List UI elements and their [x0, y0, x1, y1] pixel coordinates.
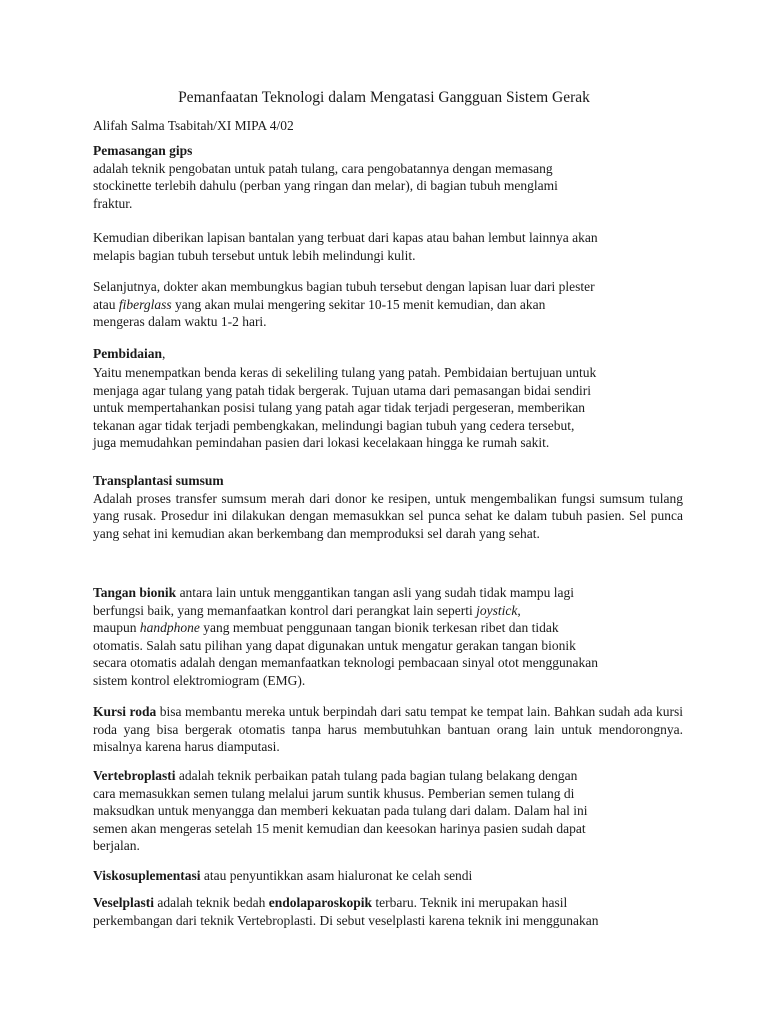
document-title: Pemanfaatan Teknologi dalam Mengatasi Gangguan Sistem Gerak	[178, 89, 590, 106]
text-line: berfungsi baik, yang memanfaatkan kontrol dari perangkat lain seperti	[93, 602, 477, 618]
text-line: stockinette terlebih dahulu (perban yang ringan dan melar), di bagian tubuh menglami	[93, 178, 558, 194]
sumsum-paragraph: Adalah proses transfer sumsum merah dari donor ke resipen, untuk mengembalikan fungsi sumsum tulang yang rusak. Prosedur ini dilakukan dengan memasukkan sel punca sehat ke dalam tubuh pasien. Sel punca yang sehat ini kemudian akan berkembang dan memproduksi sel darah yang sehat.	[93, 490, 683, 541]
section-vertebroplasti	[93, 767, 683, 855]
text-line: secara otomatis adalah dengan memanfaatkan teknologi pembacaan sinyal otot menggunakan	[93, 655, 598, 671]
section-viskosuplementasi	[93, 867, 683, 885]
heading-suffix: ,	[162, 346, 166, 361]
text-line: adalah teknik perbaikan patah tulang pada bagian tulang belakang dengan	[175, 768, 578, 783]
section-veselplasti	[93, 894, 683, 929]
text-line: cara memasukkan semen tulang melalui jarum suntik khusus. Pemberian semen tulang di	[93, 785, 575, 801]
kursi-roda-text: bisa membantu mereka untuk berpindah dari satu tempat ke tempat lain. Bahkan sudah ada kursi roda yang bisa bergerak otomatis tanpa harus membutuhkan bantuan orang lain untuk mendorongnya. misalnya karena harus diamputasi.	[93, 704, 683, 755]
text-line: sistem kontrol elektromiogram (EMG).	[93, 672, 306, 688]
section-pembidaian	[93, 345, 683, 363]
section-heading-sumsum: Transplantasi sumsum	[93, 473, 224, 488]
text-line: fraktur.	[93, 195, 133, 211]
section-kursi-roda	[93, 703, 683, 756]
text-line: atau penyuntikkan asam hialuronat ke celah sendi	[200, 868, 473, 883]
text-line: terbaru. Teknik ini merupakan hasil	[372, 895, 568, 910]
text-line: maksudkan untuk menyangga dan memberi kekuatan pada tulang dari dalam. Dalam hal ini	[93, 803, 588, 819]
author-line: Alifah Salma Tsabitah/XI MIPA 4/02	[93, 118, 294, 133]
text-line: maupun	[93, 620, 140, 636]
term-tangan-bionik: Tangan bionik	[93, 585, 177, 600]
gips-paragraph-1	[93, 160, 683, 213]
term-veselplasti: Veselplasti	[93, 895, 155, 910]
text-line: yang membuat penggunaan tangan bionik terkesan ribet dan tidak	[199, 620, 559, 636]
text-line: Yaitu menempatkan benda keras di sekeliling tulang yang patah. Pembidaian bertujuan untuk	[93, 365, 597, 380]
section-gips	[93, 142, 683, 212]
section-tangan-bionik	[93, 584, 683, 690]
text-line: antara lain untuk menggantikan tangan asli yang sudah tidak mampu lagi	[176, 585, 574, 600]
italic-term-joystick: joystick	[476, 602, 518, 618]
text-line: atau	[93, 296, 119, 312]
gips-paragraph-3	[93, 278, 683, 331]
text-line: tekanan agar tidak terjadi pembengkakan, melindungi bagian tubuh yang cedera tersebut,	[93, 417, 575, 433]
text-line: otomatis. Salah satu pilihan yang dapat digunakan untuk mengatur gerakan tangan bionik	[93, 637, 576, 653]
text-line: mengeras dalam waktu 1-2 hari.	[93, 314, 267, 330]
section-transplantasi-sumsum	[93, 472, 683, 542]
term-vertebroplasti: Vertebroplasti	[93, 768, 176, 783]
text-line: berjalan.	[93, 838, 140, 854]
section-heading-gips: Pemasangan gips	[93, 143, 193, 158]
text-line: untuk mempertahankan posisi tulang yang patah agar tidak terjadi pergeseran, memberikan	[93, 400, 585, 416]
term-endolaparoskopik: endolaparoskopik	[268, 895, 373, 910]
text-line: menjaga agar tulang yang patah tidak bergerak. Tujuan utama dari pemasangan bidai sendiri	[93, 382, 591, 398]
text-line: perkembangan dari teknik Vertebroplasti. Di sebut veselplasti karena teknik ini menggunakan	[93, 912, 599, 928]
text-line: semen akan mengeras setelah 15 menit kemudian dan keesokan harinya pasien sudah dapat	[93, 820, 586, 836]
italic-term-fiberglass: fiberglass	[118, 296, 172, 312]
text-line: Selanjutnya, dokter akan membungkus bagian tubuh tersebut dengan lapisan luar dari plester	[93, 279, 595, 294]
term-viskosuplementasi: Viskosuplementasi	[93, 868, 201, 883]
text-line: juga memudahkan pemindahan pasien dari lokasi kecelakaan hingga ke rumah sakit.	[93, 435, 550, 451]
punctuation: ,	[517, 602, 521, 618]
section-heading-pembidaian: Pembidaian	[93, 346, 163, 361]
text-line: yang akan mulai mengering sekitar 10-15 menit kemudian, dan akan	[171, 296, 546, 312]
text-line: adalah teknik pengobatan untuk patah tulang, cara pengobatannya dengan memasang	[93, 160, 553, 176]
gips-paragraph-2	[93, 229, 683, 264]
term-kursi-roda: Kursi roda	[93, 704, 157, 719]
text-line: adalah teknik bedah	[154, 895, 269, 910]
pembidaian-paragraph	[93, 364, 683, 452]
text-line: Kemudian diberikan lapisan bantalan yang terbuat dari kapas atau bahan lembut lainnya akan	[93, 230, 598, 245]
text-line: melapis bagian tubuh tersebut untuk lebih melindungi kulit.	[93, 247, 416, 263]
italic-term-handphone: handphone	[139, 620, 200, 636]
